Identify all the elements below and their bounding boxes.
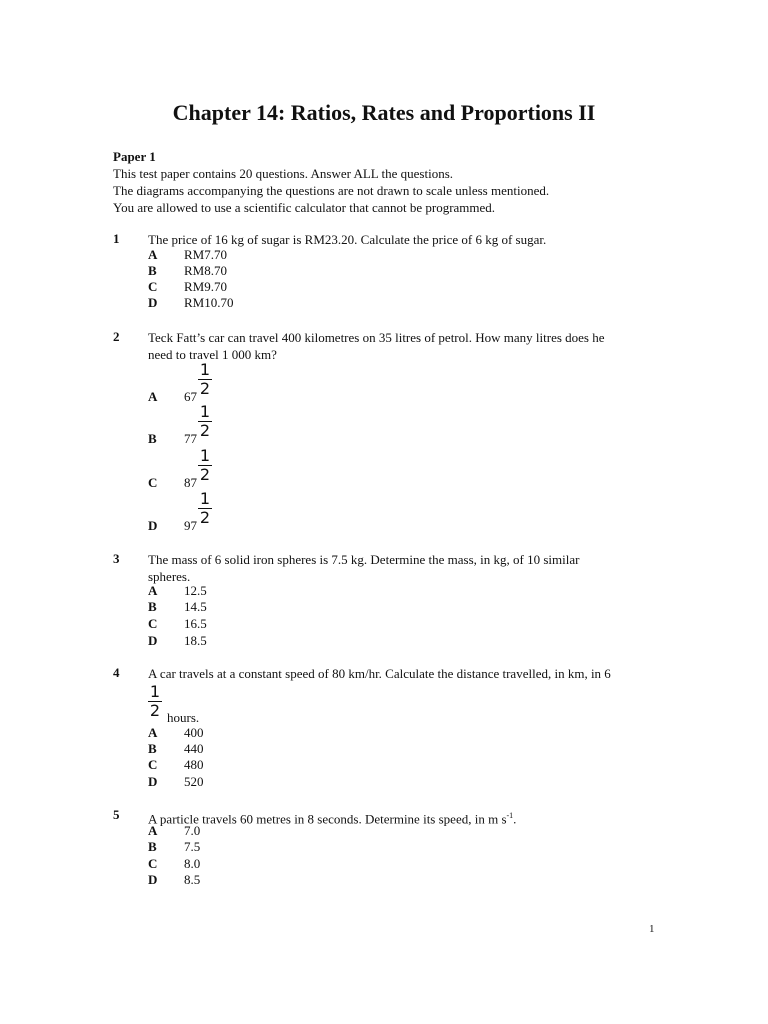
option-letter: D — [148, 774, 158, 789]
option-letter: D — [148, 872, 158, 887]
option-letter: D — [148, 633, 158, 648]
option-fraction — [198, 362, 212, 397]
question-text-end: . — [513, 811, 517, 827]
option-letter: D — [148, 295, 158, 310]
fraction-numerator: 1 — [199, 402, 211, 421]
option-value: 16.5 — [184, 616, 207, 631]
option-value: 18.5 — [184, 633, 207, 648]
option-value: 440 — [184, 741, 204, 756]
question-text-main: A particle travels 60 metres in 8 seconds. Determine its speed, in m s — [148, 811, 507, 827]
question-text — [148, 551, 648, 585]
page-title: Chapter 14: Ratios, Rates and Proportions II — [172, 100, 596, 125]
option-whole: 77 — [184, 431, 197, 446]
option-fraction — [198, 448, 212, 483]
option-value: RM9.70 — [184, 279, 227, 294]
option-value: RM8.70 — [184, 263, 227, 278]
option-letter: A — [148, 583, 158, 598]
fraction-denominator: 2 — [199, 465, 211, 484]
option-letter: B — [148, 431, 157, 446]
instruction-line: You are allowed to use a scientific calculator that cannot be programmed. — [113, 200, 496, 215]
question-text-line: The mass of 6 solid iron spheres is 7.5 kg. Determine the mass, in kg, of 10 similar — [148, 552, 580, 567]
option-letter: B — [148, 839, 157, 854]
question-text: A car travels at a constant speed of 80 km/hr. Calculate the distance travelled, in km, in 6 — [148, 666, 611, 681]
option-whole: 67 — [184, 389, 197, 404]
fraction-numerator: 1 — [199, 446, 211, 465]
question-number: 5 — [113, 807, 120, 822]
option-value: 14.5 — [184, 599, 207, 614]
fraction-denominator: 2 — [199, 379, 211, 398]
question-number: 2 — [113, 329, 120, 344]
option-value: 400 — [184, 725, 204, 740]
option-value: 8.5 — [184, 872, 201, 887]
option-value: RM10.70 — [184, 295, 234, 310]
option-letter: C — [148, 856, 158, 871]
option-whole: 87 — [184, 475, 197, 490]
question-text-line: spheres. — [148, 569, 191, 584]
superscript: -1 — [506, 811, 514, 820]
option-value: 7.5 — [184, 839, 201, 854]
instruction-line: The diagrams accompanying the questions are not drawn to scale unless mentioned. — [113, 183, 550, 198]
question-text-line: Teck Fatt’s car can travel 400 kilometres on 35 litres of petrol. How many litres does he — [148, 330, 605, 345]
option-letter: B — [148, 599, 157, 614]
option-letter: A — [148, 725, 158, 740]
option-letter: C — [148, 757, 158, 772]
option-letter: A — [148, 247, 158, 262]
question-text-line: need to travel 1 000 km? — [148, 347, 277, 362]
option-fraction — [198, 404, 212, 439]
question-number: 1 — [113, 231, 120, 246]
option-value: 480 — [184, 757, 204, 772]
question-text — [148, 329, 648, 363]
fraction-denominator: 2 — [149, 701, 161, 720]
option-fraction — [198, 491, 212, 526]
fraction-numerator: 1 — [199, 489, 211, 508]
instruction-line: This test paper contains 20 questions. Answer ALL the questions. — [113, 166, 453, 181]
paper-heading: Paper 1 — [113, 149, 156, 164]
option-value: 7.0 — [184, 823, 201, 838]
question-text-tail: hours. — [167, 710, 200, 725]
option-letter: B — [148, 741, 157, 756]
option-value: 520 — [184, 774, 204, 789]
option-value: 12.5 — [184, 583, 207, 598]
question-text — [148, 807, 648, 827]
fraction-numerator: 1 — [199, 360, 211, 379]
option-value: RM7.70 — [184, 247, 227, 262]
question-fraction — [148, 684, 162, 719]
question-text: The price of 16 kg of sugar is RM23.20. Calculate the price of 6 kg of sugar. — [148, 232, 547, 247]
option-letter: B — [148, 263, 157, 278]
option-letter: D — [148, 518, 158, 533]
option-letter: C — [148, 475, 158, 490]
option-letter: A — [148, 823, 158, 838]
fraction-numerator: 1 — [149, 682, 161, 701]
option-letter: C — [148, 279, 158, 294]
instructions — [113, 148, 549, 216]
question-number: 3 — [113, 551, 120, 566]
option-value: 8.0 — [184, 856, 201, 871]
option-whole: 97 — [184, 518, 197, 533]
page-number: 1 — [649, 923, 655, 935]
fraction-denominator: 2 — [199, 508, 211, 527]
option-letter: C — [148, 616, 158, 631]
fraction-denominator: 2 — [199, 421, 211, 440]
question-number: 4 — [113, 665, 120, 680]
option-letter: A — [148, 389, 158, 404]
